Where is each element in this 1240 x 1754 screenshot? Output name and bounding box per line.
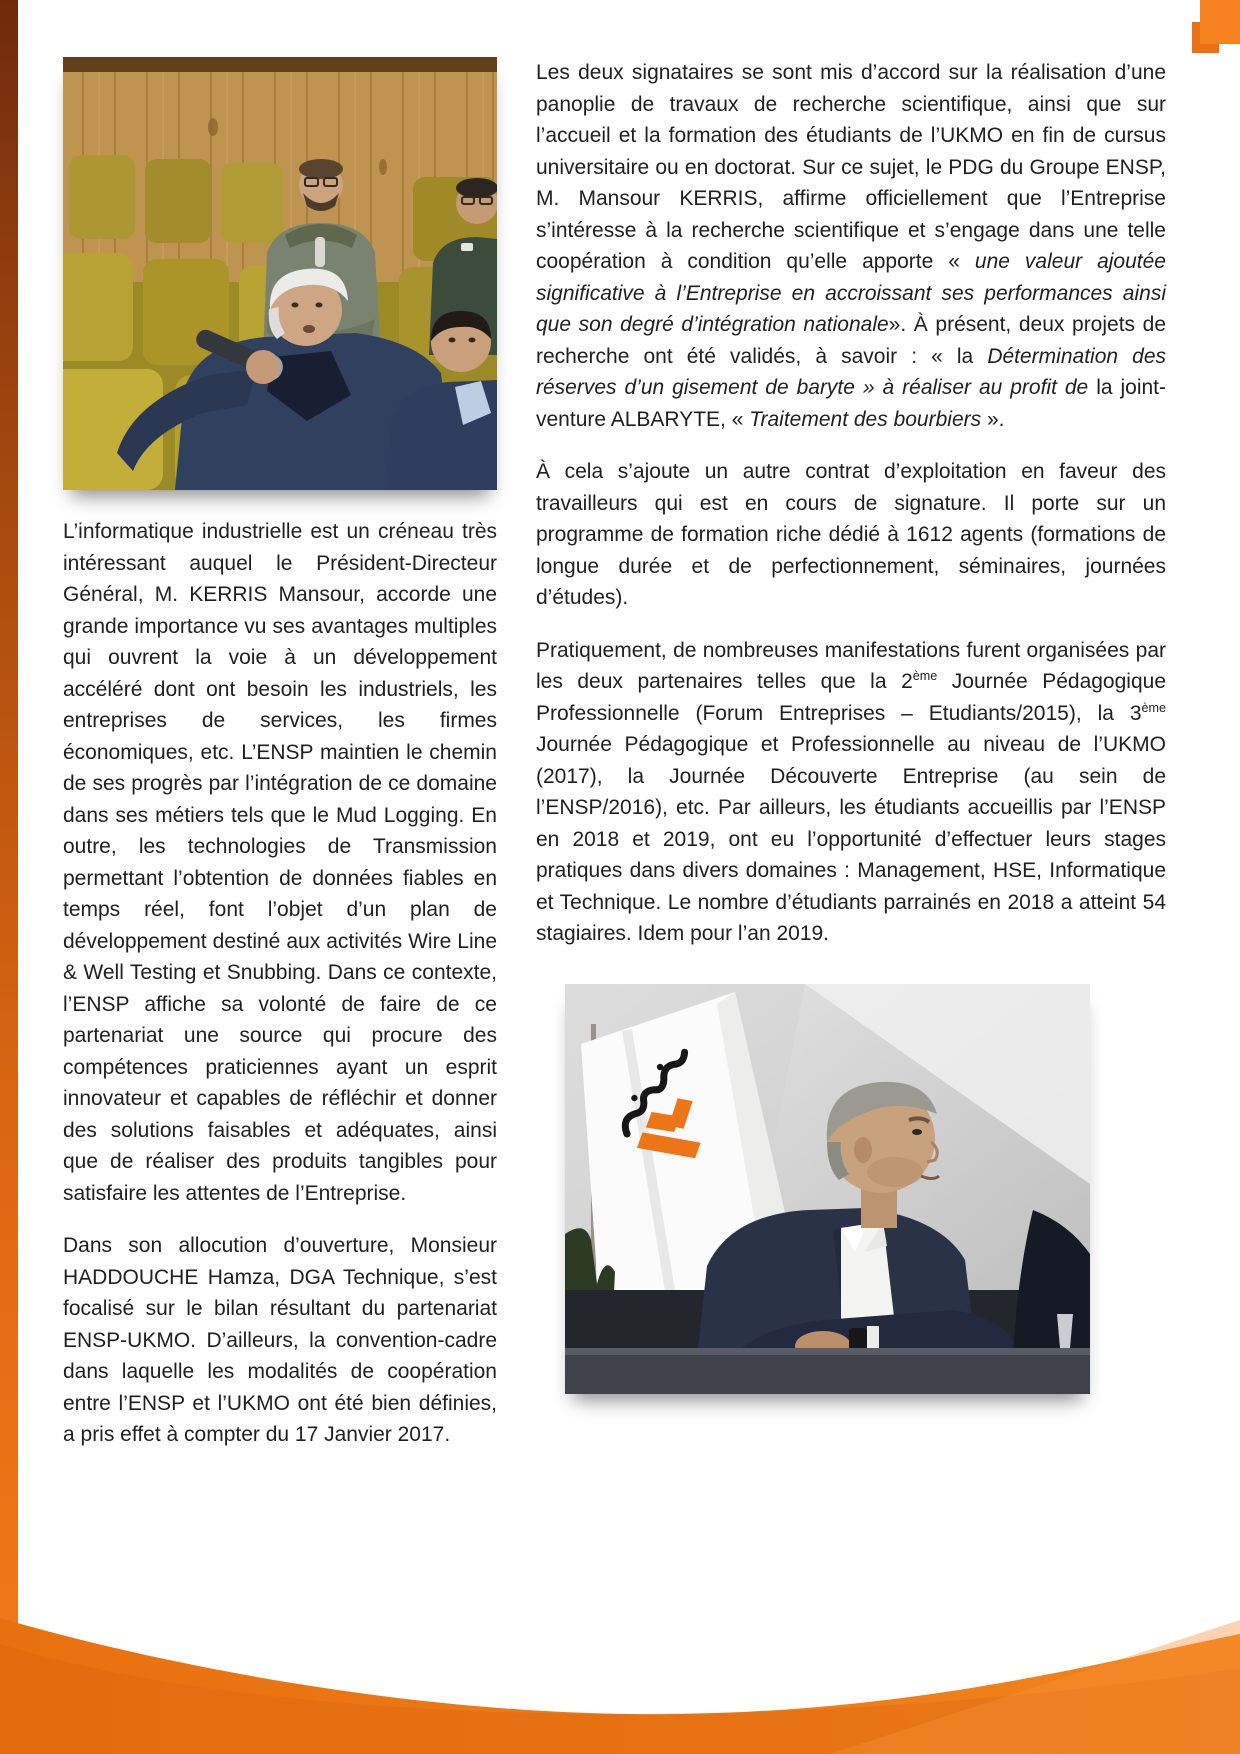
left-border-strip	[0, 0, 18, 1754]
right-column	[536, 57, 1166, 1394]
footer-wave	[0, 1584, 1240, 1754]
auditorium-photo-illustration	[63, 57, 497, 490]
text-run: Pratiquement, de nombreuses manifestations furent organisées par les deux partenaires telles que la 2	[536, 638, 1166, 693]
press-photo-illustration	[565, 984, 1090, 1394]
text-run: Dans son allocution d’ouverture, Monsieur HADDOUCHE Hamza, DGA Technique, s’est focalisé sur le bilan résultant du partenariat ENSP-UKMO. D’ailleurs, la convention-cadre dans laquelle les modalités de coopération entre l’ENSP et l’UKMO ont été bien définies, a pris effet à compter du 17 Janvier 2017.	[63, 1234, 497, 1446]
text-run: L’informatique industrielle est un créneau très intéressant auquel le Président-Directeur Général, M. KERRIS Mansour, accorde une grande importance vu ses avantages multiples qui ouvrent la voie à un développement accéléré dont ont besoin les industriels, les entreprises de services, les firmes économiques, etc. L’ENSP maintien le chemin de ses progrès par l’intégration de ce domaine dans ses métiers tels que le Mud Logging. En outre, les technologies de Transmission permettant l’obtention de données fiables en temps réel, font l’objet d’un plan de développement destiné aux activités Wire Line & Well Testing et Snubbing. Dans ce contexte, l’ENSP affiche sa volonté de faire de ce partenariat une source qui procure des compétences praticiennes ayant un esprit innovateur et capables de réfléchir et donner des solutions faisables et adéquates, ainsi que de réaliser des produits tangibles pour satisfaire les attentes de l’Entreprise.	[63, 520, 497, 1205]
paragraph-contrat	[536, 456, 1166, 614]
text-run: ». À présent, deux projets de recherche ont été validés, à savoir : « la	[536, 313, 1166, 368]
paragraph-allocution	[63, 1230, 497, 1451]
auditorium-photo	[63, 57, 497, 490]
text-run: une valeur ajoutée significative à l’Entreprise en accroissant ses performances ainsi que son degré d’intégration nationale	[536, 250, 1166, 336]
text-run: ».	[981, 407, 1005, 431]
text-run: ème	[912, 669, 938, 683]
text-run: Journée Pédagogique Professionnelle (Forum Entreprises – Etudiants/2015), la 3	[536, 670, 1166, 725]
text-run: ème	[1141, 700, 1166, 715]
text-run: Traitement des bourbiers	[749, 407, 982, 431]
text-run: la joint-venture ALBARYTE, «	[536, 376, 1167, 431]
paragraph-informatique	[63, 516, 497, 1209]
left-column	[63, 516, 497, 1472]
text-run: Journée Pédagogique et Professionnelle au niveau de l’UKMO (2017), la Journée Découverte Entreprise (au sein de l’ENSP/2016), etc. Par ailleurs, les étudiants accueillis par l’ENSP en 2018 et 2019, ont eu l’opportunité d’effectuer leurs stages pratiques dans divers domaines : Management, HSE, Informatique et Technique. Le nombre d’étudiants parrainés en 2018 a atteint 54 stagiaires. Idem pour l’an 2019.	[536, 733, 1166, 945]
text-run: À cela s’ajoute un autre contrat d’exploitation en faveur des travailleurs qui est en cours de signature. Il porte sur un programme de formation riche dédié à 1612 agents (formations de longue durée et de perfectionnement, séminaires, journées d’études).	[536, 460, 1166, 609]
text-run: Les deux signataires se sont mis d’accord sur la réalisation d’une panoplie de travaux de recherche scientifique, ainsi que sur l’accueil et la formation des étudiants de l’UKMO en fin de cursus universitaire ou en doctorat. Sur ce sujet, le PDG du Groupe ENSP, M. Mansour KERRIS, affirme officiellement que l’Entreprise s’intéresse à la recherche scientifique et s’engage dans une telle coopération à condition qu’elle apporte «	[536, 61, 1166, 273]
press-conference-photo	[565, 984, 1090, 1394]
text-run: Détermination des réserves d’un gisement de baryte » à réaliser au profit de	[536, 344, 1167, 399]
paragraph-manifestations	[536, 635, 1166, 950]
corner-square-large	[1200, 0, 1240, 44]
paragraph-signataires	[536, 57, 1166, 435]
